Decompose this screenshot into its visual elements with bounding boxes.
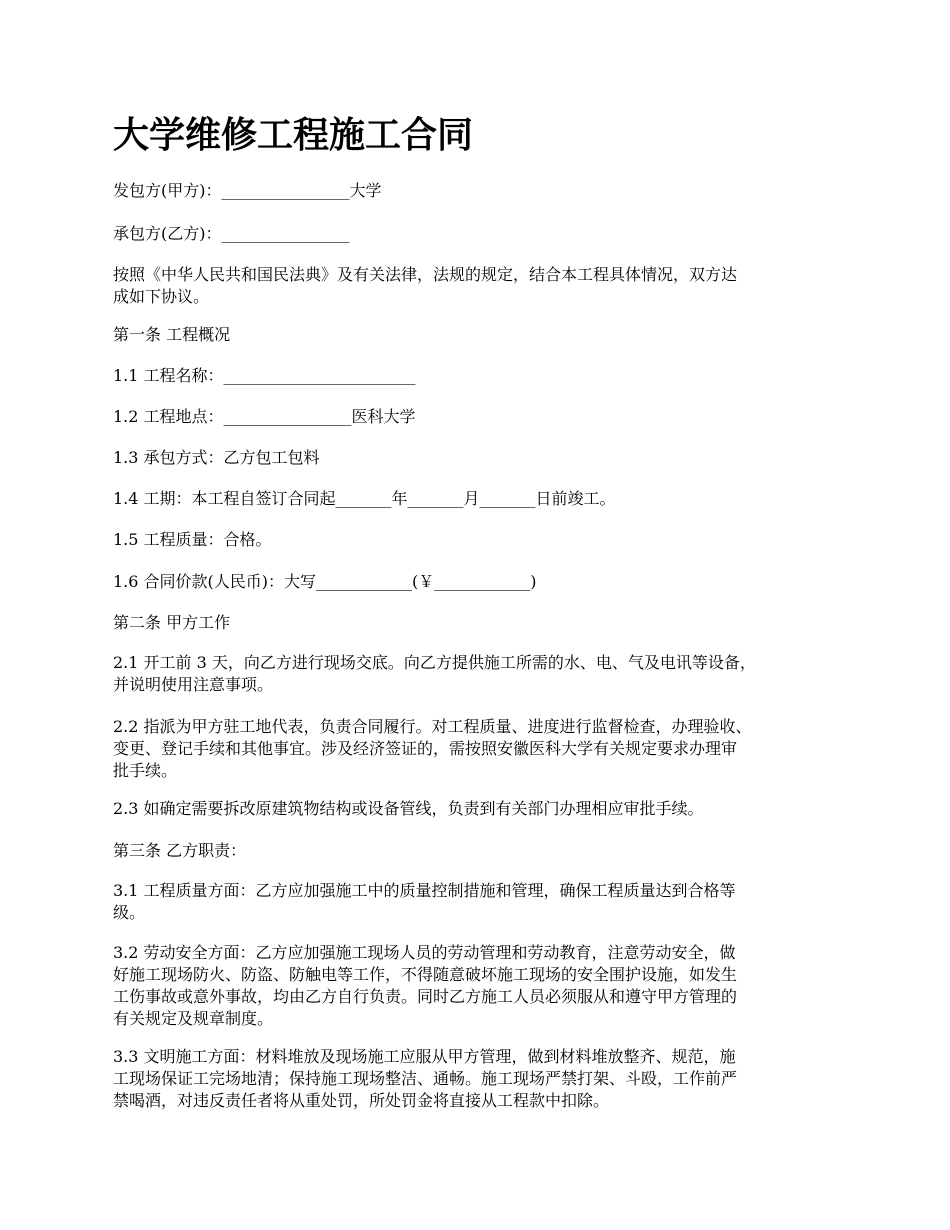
text-line: 批手续。 (113, 761, 178, 780)
text-line: 3.2 劳动安全方面：乙方应加强施工现场人员的劳动管理和劳动教育，注意劳动安全，做 (113, 943, 736, 962)
party-a-line: 发包方(甲方)：________________大学 (113, 181, 382, 200)
clause-3-2 (113, 942, 843, 1030)
text-line: 并说明使用注意事项。 (113, 675, 274, 694)
text-line: 工伤事故或意外事故，均由乙方自行负责。同时乙方施工人员必须服从和遵守甲方管理的 (113, 987, 738, 1006)
party-b-line: 承包方(乙方)：________________ (113, 224, 350, 243)
clause-1-5: 1.5 工程质量：合格。 (113, 530, 272, 549)
text-line: 工现场保证工完场地清；保持施工现场整洁、通畅。施工现场严禁打架、斗殴，工作前严 (113, 1069, 738, 1088)
text-line: 禁喝酒，对违反责任者将从重处罚，所处罚金将直接从工程款中扣除。 (113, 1091, 610, 1110)
text-line: 级。 (113, 903, 146, 922)
clause-3-1 (113, 880, 843, 924)
text-line: 有关规定及规章制度。 (113, 1009, 274, 1028)
clause-2-2 (113, 716, 843, 782)
text-line: 2.2 指派为甲方驻工地代表，负责合同履行。对工程质量、进度进行监督检查，办理验收、 (113, 717, 752, 736)
text-line: 2.1 开工前 3 天，向乙方进行现场交底。向乙方提供施工所需的水、电、气及电讯等设备， (113, 653, 756, 672)
text-line: 变更、登记手续和其他事宜。涉及经济签证的，需按照安徽医科大学有关规定要求办理审 (113, 739, 738, 758)
clause-1-6: 1.6 合同价款(人民币)：大写____________(￥____________) (113, 572, 537, 591)
clause-1-3: 1.3 承包方式：乙方包工包料 (113, 448, 320, 467)
clause-1-2: 1.2 工程地点：________________医科大学 (113, 407, 416, 426)
article-3-heading: 第三条 乙方职责： (113, 841, 247, 860)
text-line: 3.3 文明施工方面：材料堆放及现场施工应服从甲方管理，做到材料堆放整齐、规范，施 (113, 1047, 736, 1066)
document-title: 大学维修工程施工合同 (113, 114, 474, 156)
preamble-paragraph (113, 264, 843, 308)
clause-2-1 (113, 652, 843, 696)
clause-2-3: 2.3 如确定需要拆改原建筑物结构或设备管线，负责到有关部门办理相应审批手续。 (113, 799, 704, 818)
text-line: 好施工现场防火、防盗、防触电等工作，不得随意破坏施工现场的安全围护设施，如发生 (113, 965, 738, 984)
clause-3-3 (113, 1046, 843, 1112)
article-2-heading: 第二条 甲方工作 (113, 613, 231, 632)
text-line: 按照《中华人民共和国民法典》及有关法律，法规的规定，结合本工程具体情况，双方达 (113, 265, 738, 284)
text-line: 成如下协议。 (113, 287, 210, 306)
text-line: 3.1 工程质量方面：乙方应加强施工中的质量控制措施和管理，确保工程质量达到合格等 (113, 881, 736, 900)
clause-1-4: 1.4 工期：本工程自签订合同起_______年_______月_______日前竣工。 (113, 489, 616, 508)
article-1-heading: 第一条 工程概况 (113, 325, 231, 344)
clause-1-1: 1.1 工程名称：________________________ (113, 366, 416, 385)
